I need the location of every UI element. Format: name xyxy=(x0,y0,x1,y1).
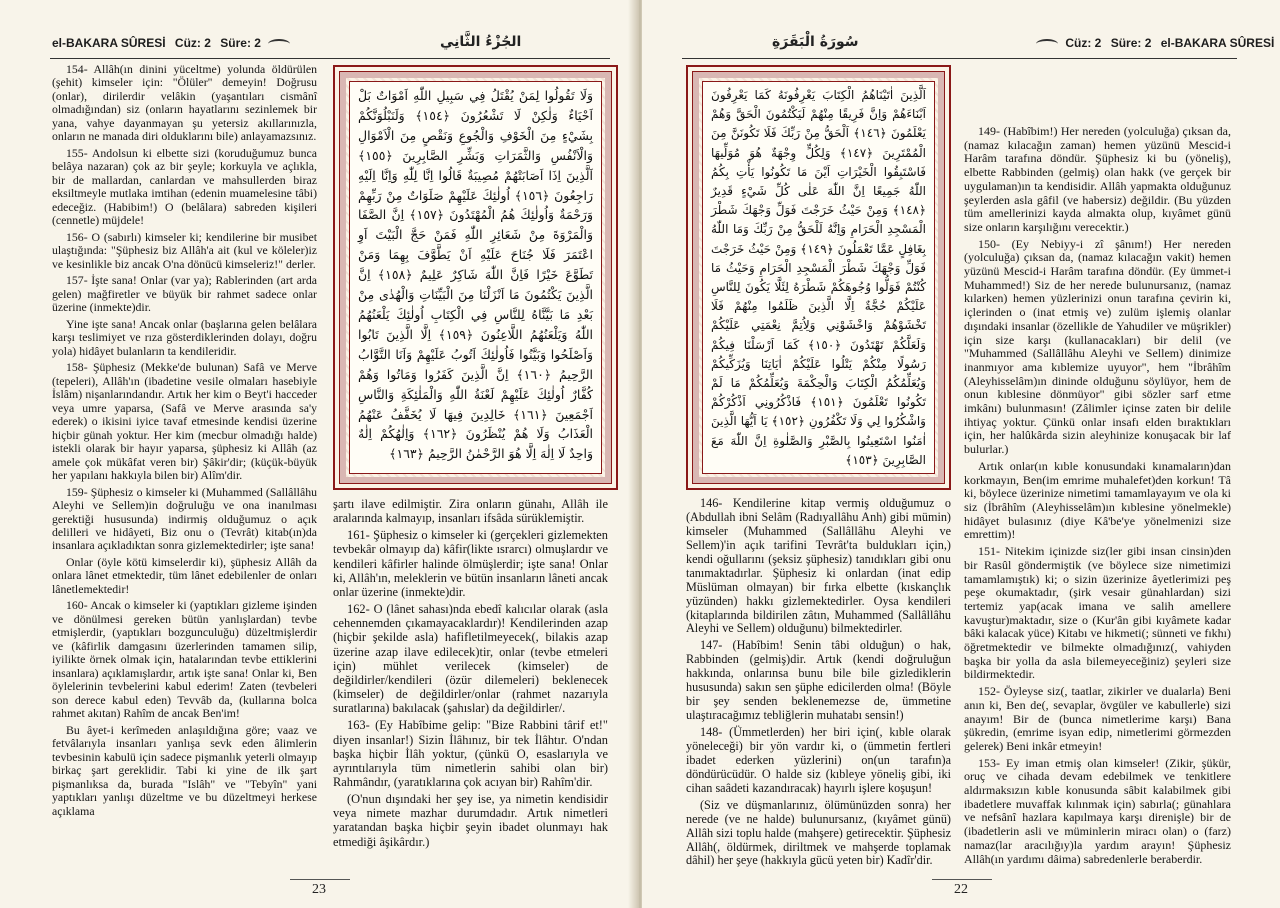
verse-158: 158- Şüphesiz (Mekke'de bulunan) Safâ ve Merve (tepeleri), Allâh'ın (ibadetine vesile olmaları hasebiyle İslâm) nişanlarındandır. Artık her kim o Beyt'i hacceder veya umre yaparsa, (Safâ ve Merve arasında sa'y ederek) o ikisini iyice tavaf etmesinde kendisi üzerine hiçbir günah yoktur. Her kim (mecbur olmadığı halde) istekli olarak bir hayır yaparsa, şüphesiz ki Allâh (az amele çok mükâfat veren bir) Şâkir'dir; (küçük-büyük her yapılanı hakkıyla bilen bir) Alîm'dir. xyxy=(52,360,317,483)
left-page-number: 23 xyxy=(312,882,326,897)
verse-162: 162- O (lânet sahası)nda ebedî kalıcılar olarak (asla cehennemden çıkamayacaklardır)! Kendilerinden azap (hiçbir şekilde asla) hafifletilmeyecek(, bilakis azap üzerine azap ilave edilecek)tir, onlar (tevbe etmeleri için) mühlet verilecek (kimseler) de değildirler/kendileri (özür dilemeleri) beklenecek (kimseler) de değildirler/onlar (rahmet nazarıyla suratlarına) bakılacak (şahıslar) da değildirler/. xyxy=(333,602,608,716)
verse-150-cont: Artık onlar(ın kıble konusundaki kınamaların)dan korkmayın, Ben(im emrime muhalefet)den korkun! Tâ ki, böylece üzerinize nimetimi tamamlayayım ve ola ki siz (İbrâhîm (Aleyhisselâm)ın kıblesine yönelmekle) hidâyet bulasınız (diye Kâ'be'ye yönelmenizi size emrettim)! xyxy=(964,458,1231,542)
ornament-icon xyxy=(1036,39,1058,49)
verse-148: 148- (Ümmetlerden) her biri için(, kıble olarak yöneleceği) bir yön vardır ki, o (ümmetin fertleri ibadet ederken yüzlerini) on(un tarafın)a döndürücüdür. O halde siz (kıbleye yöneliş gibi, iki cihan saâdeti kazandıracak) hayırlı işlere koşuşun! xyxy=(686,725,951,795)
verse-150: 150- (Ey Nebiyy-i zî şânım!) Her nereden (yolculuğa) çıksan da, (namaz kılacağın vakit) hemen yüzünü Mescid-i Harâm tarafına döndür. (Ey ümmet-i Muhammed!) Siz de her nerede bulunursanız, (namaz kılarken) hemen yüzlerinizi onun tarafına çevirin ki, içlerinden o (inat etmiş ve) zulüm işlemiş olanlar dışındaki insanlar (özellikle de Yahudiler ve müşrikler) için size karşı (kullanacakları) bir delil (ve "Muhammed (Sallâllâhu Aleyhi ve Sellem) dinimize inanmıyor ama kıblemize uyuyor", hem "İbrâhîm (Aleyhisselâm)ın dininde olduğunu söylüyor, hem de onun kıblesine dönmüyor" gibi sözler sarf etme imkânı) bulunmasın! (Zâlimler içinse zaten bir delile ihtiyaç yoktur. Çünkü onlar insafı elden bıraktıkları için, her halûkârda sizin aleyhinize konuşacak bir laf bulurlar.) xyxy=(964,236,1231,457)
verse-151: 151- Nitekim içinizde siz(ler gibi insan cinsin)den bir Rasûl göndermiştik (ve böylece size nimetimizi tamamlamıştık) ki; o sizin üzerinize âyetlerimizi peş peşe okumaktadır, (şirk vesair günahlardan) sizi tertemiz yap(acak imana ve salih amellere kavuştur)maktadır, size o (Kur'ân gibi kıyâmete kadar bâki kalacak yüce) Kitabı ve hikmeti(; sünneti ve fıkhı) öğretmektedir ve bilmekte olmadığınız(, vahiyden başka bir yolla da asla bilemeyeceğiniz) şeyleri size bildirmektedir. xyxy=(964,544,1231,682)
left-text-column-1 xyxy=(52,63,317,821)
right-page xyxy=(642,0,1280,908)
verse-163-cont: (O'nun dışındaki her şey ise, ya nimetin kendisidir veya nimete mazhar durumdadır. Artık nimetleri yaratandan başka hiçbir şeyin ibadet olunmayı hak etmediği âşikârdır.) xyxy=(333,792,608,849)
verse-146: 146- Kendilerine kitap vermiş olduğumuz o (Abdullah ibni Selâm (Radıyallâhu Anh) gibi mümin) kimseler (Muhammed (Sallâllâhu Aleyhi ve Sellem)'in açık tarifini Tevrât'ta buldukları için,) kendi oğullarını (şeksiz şüphesiz) tanıdıkları gibi onu tanımaktadırlar. Şüphesiz ki onlardan (inat edip Müslüman olmayan) bir fırka elbette (kıskançlık yüzünden) hakkı gizlemektedirler. Oysa kendileri (kitaplarında bildirilen zâtın, Muhammed (Sallâllâhu Aleyhi ve Sellem) olduğunu) bilmektedirler. xyxy=(686,496,951,636)
right-text-column-2 xyxy=(964,125,1231,869)
page-number-rule xyxy=(290,879,350,880)
frame-border xyxy=(340,72,611,483)
verse-161: 161- Şüphesiz o kimseler ki (gerçekleri gizlemekten tevbekâr olmayıp da) kâfir(likte ısrarcı) olmuşlardır ve kendileri kâfirler halinde ölmüşlerdir; işte sana! Onlar ki, Allâh'ın, meleklerin ve bütün insanların lâneti ancak onlar üzerine (inmekte)dir. xyxy=(333,528,608,599)
verse-148-cont: (Siz ve düşmanlarınız, ölümünüzden sonra) her nerede (ve ne halde) bulunursanız, (kıyâmet günü) Allâh sizi toplu halde (mahşere) getirecektir. Şüphesiz Allâh(, öldürmek, diriltmek ve mahşerde toplamak dâhil) her şeye (hakkıyla gücü yeten bir) Kadîr'dir. xyxy=(686,797,951,868)
right-header-cuz: Cüz: 2 xyxy=(1065,36,1102,50)
left-header-sure-no: Süre: 2 xyxy=(220,36,261,50)
commentary: Bu âyet-i kerîmeden anlaşıldığına göre; vaaz ve fetvâlarıyla insanları yanlışa sevk eden âlimlerin tevbesinin kabulü için sadece pişmanlık yeterli olmayıp birkaç şart gereklidir. Tabi ki yine de ilk şart pişmanlıksa da, burada "Islâh" ve "Tebyîn" yani yaptıkları yanlışı düzeltme ve bu düzeltmeyi herkese açıklama xyxy=(52,722,317,818)
right-header-sure-no: Süre: 2 xyxy=(1110,36,1152,50)
left-header-sure: el-BAKARA SÛRESİ xyxy=(52,36,166,50)
right-header-sure: el-BAKARA SÛRESİ xyxy=(1160,36,1275,50)
verse-157: 157- İşte sana! Onlar (var ya); Rablerinden (art arda gelen) mağfiretler ve büyük bir rahmet sadece onlar üzerine (inmekte)dir. xyxy=(52,273,317,315)
verse-159: 159- Şüphesiz o kimseler ki (Muhammed (Sallâllâhu Aleyhi ve Sellem)in doğruluğu ve ona inanılması gerektiği hususunda) indirmiş olduğumuz o açık delilleri ve hidâyeti, Biz onu o (Tevrât) kitab(ın)da insanlara açıkladıktan sonra gizlemektedirler; işte sana! xyxy=(52,484,317,553)
verse-163: 163- (Ey Habîbime gelip: "Bize Rabbini târif et!" diyen insanlar!) Sizin İlâhınız, bir tek İlâhtır. O'ndan başka hiçbir İlâh yoktur, (çünkü O, esaslarıyla ve ayrıntılarıyla tüm nimetlerin sahibi olan bir) Rahmândır, (yaratıklarına çok acıyan bir) Rahîm'dir. xyxy=(333,718,608,789)
left-header-cuz: Cüz: 2 xyxy=(174,36,211,50)
right-page-number: 22 xyxy=(954,882,968,897)
verse-147: 147- (Habîbim! Senin tâbi olduğun) o hak, Rabbinden (gelmiş)dir. Artık (kendi doğruluğun hakkında, onlarınsa bunu bile bile gizlediklerin hususunda) sakın sen şüphe edicilerden olma! (Böyle bir şey senden beklenemezse de, ümmetine ulaştıracağımız tebliğlerin muhatabı sensin!) xyxy=(686,638,951,723)
right-header-arabic: سُورَةُ الْبَقَرَةِ xyxy=(772,34,859,50)
verse-160: 160- Ancak o kimseler ki (yaptıkları gizleme işinden ve dönülmesi gereken bütün yanlışlardan) tevbe etmişlerdir, (yaptıkları bozgunculuğu) düzeltmişlerdir ve (kâfirlik damgasını üzerlerinden tamamen silip, iyilikte örnek olmak için, hatalarından tevbe ettiklerini insanlara) açıklamışlardır, artık işte sana! Onlar ki, Ben öylelerinin tevbelerini kabul ederim! Zaten (tevbeleri son derece kabul eden) Tevvâb da, (kullarına bolca rahmet akıtan) Rahîm de ancak Ben'im! xyxy=(52,598,317,721)
page-number-rule xyxy=(932,879,992,880)
right-text-column-1 xyxy=(686,497,951,871)
left-text-column-2 xyxy=(333,497,608,852)
verse-152: 152- Öyleyse siz(, taatlar, zikirler ve dualarla) Beni anın ki, Ben de(, sevaplar, övgüler ve kabullerle) sizi anayım! Bir de (bunca nimetlerime karşı) Bana şükredin, (emrime isyan edip, nimetlerimi görmezden gelerek) Beni inkâr etmeyin! xyxy=(964,684,1231,753)
verse-153: 153- Ey iman etmiş olan kimseler! (Zikir, şükür, oruç ve cihada devam edebilmek ve tenkitlere aldırmaksızın kıble konusunda sâbit kalabilmek gibi ibadetlere muvaffak kılınmak için) sabırla(; günahlara ve nefsânî hazlara kapılmaya karşı direnişle) bir de (ibadetlerin asli ve müminlerin miracı olan) o (farz) namaz(lar aracılığıy)la yardım arayın! Şüphesiz Allâh(ın yardımı dâima) sabredenlerle beraberdir. xyxy=(964,755,1231,866)
right-arabic-text: اَلَّذِينَ اٰتَيْنَاهُمُ الْكِتَابَ يَعْرِفُونَهُ كَمَا يَعْرِفُونَ اَبْنَاءَهُمْ وَاِنَّ فَرِيقًا مِنْهُمْ لَيَكْتُمُونَ الْحَقَّ وَهُمْ يَعْلَمُونَ ﴿١٤٦﴾ اَلْحَقُّ مِنْ رَبِّكَ فَلَا تَكُونَنَّ مِنَ الْمُمْتَرِينَ ﴿١٤٧﴾ وَلِكُلٍّ وِجْهَةٌ هُوَ مُوَلِّيهَا فَاسْتَبِقُوا الْخَيْرَاتِ اَيْنَ مَا تَكُونُوا يَأْتِ بِكُمُ اللّٰهُ جَمِيعًا اِنَّ اللّٰهَ عَلٰى كُلِّ شَيْءٍ قَدِيرٌ ﴿١٤٨﴾ وَمِنْ حَيْثُ خَرَجْتَ فَوَلِّ وَجْهَكَ شَطْرَ الْمَسْجِدِ الْحَرَامِ وَاِنَّهُ لَلْحَقُّ مِنْ رَبِّكَ وَمَا اللّٰهُ بِغَافِلٍ عَمَّا تَعْمَلُونَ ﴿١٤٩﴾ وَمِنْ حَيْثُ خَرَجْتَ فَوَلِّ وَجْهَكَ شَطْرَ الْمَسْجِدِ الْحَرَامِ وَحَيْثُ مَا كُنْتُمْ فَوَلُّوا وُجُوهَكُمْ شَطْرَهُ لِئَلَّا يَكُونَ لِلنَّاسِ عَلَيْكُمْ حُجَّةٌ اِلَّا الَّذِينَ ظَلَمُوا مِنْهُمْ فَلَا تَخْشَوْهُمْ وَاخْشَوْنِي وَلِاُتِمَّ نِعْمَتِي عَلَيْكُمْ وَلَعَلَّكُمْ تَهْتَدُونَ ﴿١٥٠﴾ كَمَا اَرْسَلْنَا فِيكُمْ رَسُولًا مِنْكُمْ يَتْلُوا عَلَيْكُمْ اٰيَاتِنَا وَيُزَكِّيكُمْ وَيُعَلِّمُكُمُ الْكِتَابَ وَالْحِكْمَةَ وَيُعَلِّمُكُمْ مَا لَمْ تَكُونُوا تَعْلَمُونَ ﴿١٥١﴾ فَاذْكُرُونِي اَذْكُرْكُمْ وَاشْكُرُوا لِي وَلَا تَكْفُرُونِ ﴿١٥٢﴾ يَا اَيُّهَا الَّذِينَ اٰمَنُوا اسْتَعِينُوا بِالصَّبْرِ وَالصَّلٰوةِ اِنَّ اللّٰهَ مَعَ الصَّابِرِينَ ﴿١٥٣﴾ xyxy=(702,81,935,474)
left-page xyxy=(0,0,638,908)
verse-159-cont: Onlar (öyle kötü kimselerdir ki), şüphesiz Allâh da onlara lânet etmektedir, tüm lânet edebilenler de onları lânetlemektedir! xyxy=(52,554,317,596)
left-header-arabic-wrap xyxy=(440,34,521,56)
verse-155: 155- Andolsun ki elbette sizi (koruduğumuz bunca belâya nazaran) çok az bir şeyle; korkuyla ve açlıkla, bir de mallardan, canlardan ve mahsullerden biraz eksiltmeyle mutlaka imtihan (edenin muamelesine tâbi) edeceğiz. (Habibim!) O (belâlara) sabreden kişileri (cennetle) müjdele! xyxy=(52,145,317,228)
commentary-cont: şartı ilave edilmiştir. Zira onların günahı, Allâh ile aralarında kalmayıp, insanları ifsâda sürüklemiştir. xyxy=(333,497,608,526)
left-arabic-text: وَلَا تَقُولُوا لِمَنْ يُقْتَلُ فِي سَبِيلِ اللّٰهِ اَمْوَاتٌ بَلْ اَحْيَاءٌ وَلٰكِنْ لَا تَشْعُرُونَ ﴿١٥٤﴾ وَلَنَبْلُوَنَّكُمْ بِشَيْءٍ مِنَ الْخَوْفِ وَالْجُوعِ وَنَقْصٍ مِنَ الْاَمْوَالِ وَالْاَنْفُسِ وَالثَّمَرَاتِ وَبَشِّرِ الصَّابِرِينَ ﴿١٥٥﴾ اَلَّذِينَ اِذَا اَصَابَتْهُمْ مُصِيبَةٌ قَالُوا اِنَّا لِلّٰهِ وَاِنَّا اِلَيْهِ رَاجِعُونَ ﴿١٥٦﴾ اُولٰئِكَ عَلَيْهِمْ صَلَوَاتٌ مِنْ رَبِّهِمْ وَرَحْمَةٌ وَاُولٰئِكَ هُمُ الْمُهْتَدُونَ ﴿١٥٧﴾ اِنَّ الصَّفَا وَالْمَرْوَةَ مِنْ شَعَائِرِ اللّٰهِ فَمَنْ حَجَّ الْبَيْتَ اَوِ اعْتَمَرَ فَلَا جُنَاحَ عَلَيْهِ اَنْ يَطَّوَّفَ بِهِمَا وَمَنْ تَطَوَّعَ خَيْرًا فَاِنَّ اللّٰهَ شَاكِرٌ عَلِيمٌ ﴿١٥٨﴾ اِنَّ الَّذِينَ يَكْتُمُونَ مَا اَنْزَلْنَا مِنَ الْبَيِّنَاتِ وَالْهُدٰى مِنْ بَعْدِ مَا بَيَّنَّاهُ لِلنَّاسِ فِي الْكِتَابِ اُولٰئِكَ يَلْعَنُهُمُ اللّٰهُ وَيَلْعَنُهُمُ اللَّاعِنُونَ ﴿١٥٩﴾ اِلَّا الَّذِينَ تَابُوا وَاَصْلَحُوا وَبَيَّنُوا فَاُولٰئِكَ اَتُوبُ عَلَيْهِمْ وَاَنَا التَّوَّابُ الرَّحِيمُ ﴿١٦٠﴾ اِنَّ الَّذِينَ كَفَرُوا وَمَاتُوا وَهُمْ كُفَّارٌ اُولٰئِكَ عَلَيْهِمْ لَعْنَةُ اللّٰهِ وَالْمَلٰئِكَةِ وَالنَّاسِ اَجْمَعِينَ ﴿١٦١﴾ خَالِدِينَ فِيهَا لَا يُخَفَّفُ عَنْهُمُ الْعَذَابُ وَلَا هُمْ يُنْظَرُونَ ﴿١٦٢﴾ وَاِلٰهُكُمْ اِلٰهٌ وَاحِدٌ لَا اِلٰهَ اِلَّا هُوَ الرَّحْمٰنُ الرَّحِيمُ ﴿١٦٣﴾ xyxy=(349,81,602,474)
verse-149: 149- (Habîbim!) Her nereden (yolculuğa) çıksan da, (namaz kılacağın zaman) hemen yüzünü Mescid-i Harâm tarafına döndür. Şüphesiz ki bu (yöneliş), elbette Rabbinden (gelmiş) olan hakk (ve gerçek bir uygulaman)ın ta kendisidir. Allâh yapmakta olduğunuz şeylerden asla gâfil (ve habersiz) değildir. (Bu yüzden tüm amellerinizi kayda almakta olup, kıyâmet günü size onların karşılığını verecektir.) xyxy=(964,124,1231,234)
frame-border xyxy=(693,72,944,483)
right-running-header xyxy=(1032,36,1274,58)
right-arabic-frame xyxy=(686,65,951,490)
header-rule xyxy=(682,58,1237,59)
right-header-arabic-wrap xyxy=(772,34,859,56)
verse-154: 154- Allâh(ın dinini yüceltme) yolunda öldürülen (şehit) kimseler için: "Ölüler" demeyin! Doğrusu (onlar), dirilerdir velâkin (yaşantıları cismânî olmadığından) siz (onların hayatlarını sezinlemek bir yana, vahye dayanmayan şu yetersiz akıllarınızla, onların ne manada diri olduklarını bile) anlayamazsınız. xyxy=(52,62,317,144)
left-header-arabic: الجُزْءُ الثَّانِي xyxy=(440,34,522,50)
ornament-icon xyxy=(268,39,290,49)
verse-157-cont: Yine işte sana! Ancak onlar (başlarına gelen belâlara karşı teslimiyet ve rıza gösterdiklerinden dolayı, doğru yola) hidâyet bulanların ta kendileridir. xyxy=(52,316,317,358)
left-running-header xyxy=(52,36,294,58)
left-arabic-frame xyxy=(333,65,618,490)
verse-156: 156- O (sabırlı) kimseler ki; kendilerine bir musibet ulaştığında: "Şüphesiz biz Allâh'a ait (kul ve köleler)iz ve kesinlikle biz ancak O'na dönücü kimseleriz!" derler. xyxy=(52,229,317,271)
header-rule xyxy=(50,58,610,59)
